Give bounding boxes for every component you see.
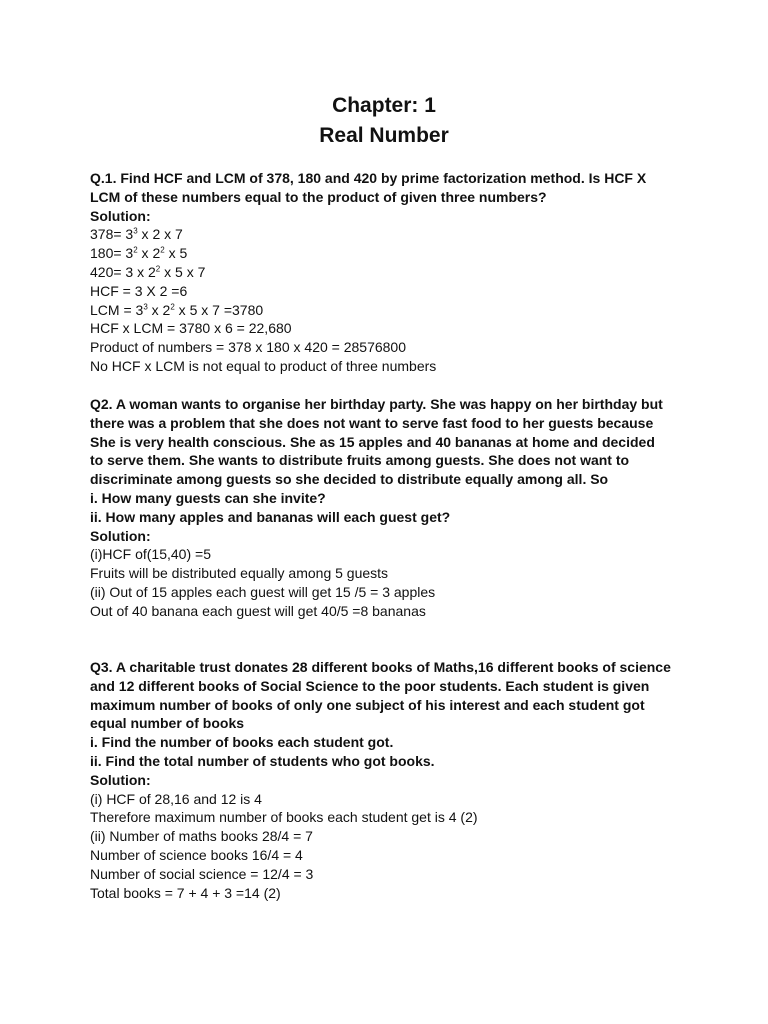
chapter-title: Real Number	[319, 124, 449, 147]
q1-hcf-x-lcm: HCF x LCM = 3780 x 6 = 22,680	[90, 320, 292, 337]
q3-answer-line: Total books = 7 + 4 + 3 =14 (2)	[90, 884, 281, 901]
q1-factor-420: 420= 3 x $2^2$ x 5 x 7	[90, 263, 206, 280]
question-2	[90, 395, 690, 621]
q2-question-line: She is very health conscious. She as 15 apples and 40 bananas at home and decided	[90, 433, 655, 450]
q2-question-line: i. How many guests can she invite?	[90, 489, 326, 506]
q2-question-line: there was a problem that she does not want to serve fast food to her guests because	[90, 414, 654, 431]
q1-conclusion: No HCF x LCM is not equal to product of three numbers	[90, 357, 437, 374]
q2-question-line: discriminate among guests so she decided to distribute equally among all. So	[90, 471, 609, 488]
q3-question-line: equal number of books	[90, 715, 245, 732]
q2-answer-line: Out of 40 banana each guest will get 40/5 =8 bananas	[90, 602, 426, 619]
q3-answer-line: Therefore maximum number of books each student get is 4 (2)	[90, 809, 478, 826]
q3-answer-line: (i) HCF of 28,16 and 12 is 4	[90, 790, 262, 807]
q2-question-line: Q2. A woman wants to organise her birthday party. She was happy on her birthday but	[90, 396, 663, 412]
q2-answer-line: (i)HCF of(15,40) =5	[90, 546, 211, 563]
q1-factor-378: $378= 3^3$ x 2 x 7	[90, 226, 183, 243]
chapter-heading: Chapter: 1	[332, 94, 436, 117]
question-3	[90, 658, 690, 902]
q3-question-line: i. Find the number of books each student got.	[90, 734, 394, 751]
q1-question-line: Q.1. Find HCF and LCM of 378, 180 and 420 by prime factorization method. Is HCF X	[90, 170, 647, 186]
q3-question-line: ii. Find the total number of students who got books.	[90, 752, 435, 769]
q1-lcm: LCM = $3^3$ x $2^2$ x 5 x 7 =3780	[90, 301, 264, 318]
q1-hcf: HCF = 3 X 2 =6	[90, 282, 188, 299]
q2-solution-label: Solution:	[90, 527, 151, 544]
q1-question-line: LCM of these numbers equal to the product of given three numbers?	[90, 188, 547, 205]
q3-answer-line: Number of social science = 12/4 = 3	[90, 865, 314, 882]
q1-product: Product of numbers = 378 x 180 x 420 = 28576800	[90, 339, 407, 356]
q3-answer-line: Number of science books 16/4 = 4	[90, 846, 303, 863]
q3-answer-line: (ii) Number of maths books 28/4 = 7	[90, 828, 313, 845]
q2-answer-line: (ii) Out of 15 apples each guest will get 15 /5 = 3 apples	[90, 583, 436, 600]
q3-solution-label: Solution:	[90, 771, 151, 788]
q2-question-line: to serve them. She wants to distribute fruits among guests. She does not want to	[90, 452, 630, 469]
q2-answer-line: Fruits will be distributed equally among 5 guests	[90, 565, 389, 582]
q1-factor-180: $180= 3^2$ x $2^2$ x 5	[90, 245, 188, 262]
q3-question-line: maximum number of books of only one subject of his interest and each student got	[90, 696, 645, 713]
question-1	[90, 169, 690, 376]
q3-question-line: Q3. A charitable trust donates 28 different books of Maths,16 different books of science	[90, 659, 671, 675]
q3-question-line: and 12 different books of Social Science to the poor students. Each student is given	[90, 677, 650, 694]
q2-question-line: ii. How many apples and bananas will each guest get?	[90, 508, 451, 525]
q1-solution-label: Solution:	[90, 207, 151, 224]
